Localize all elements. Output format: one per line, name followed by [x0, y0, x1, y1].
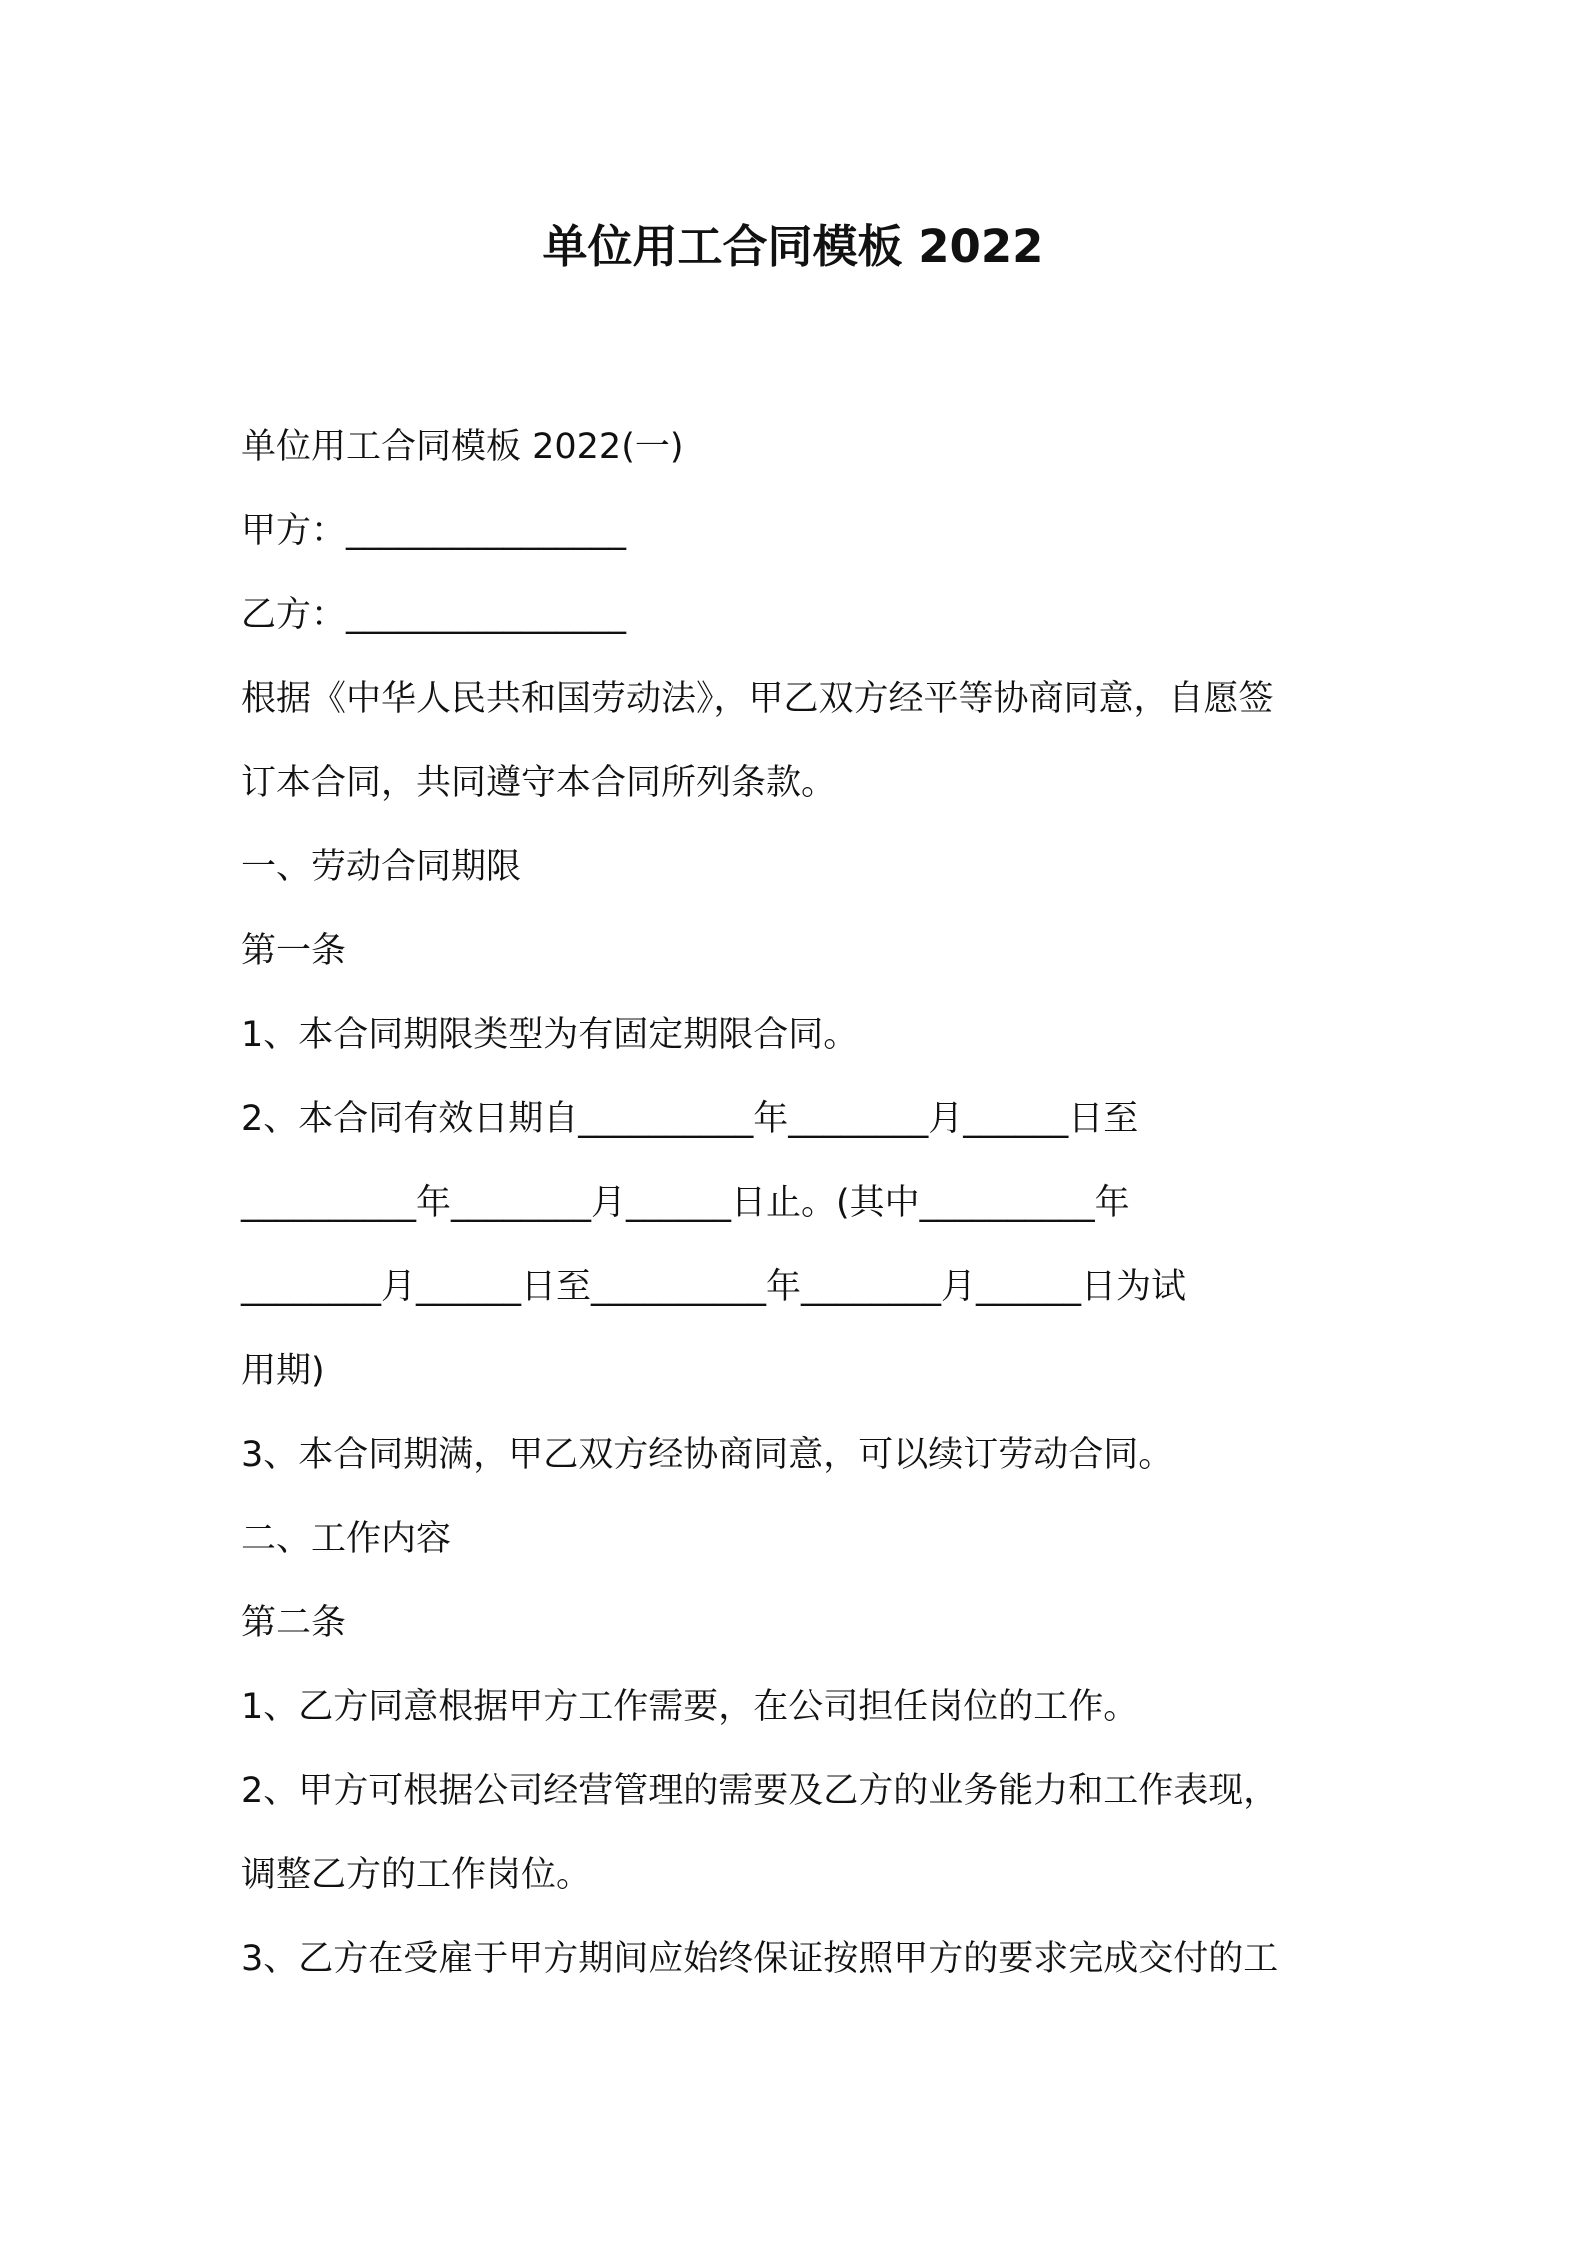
clause-line: 1、本合同期限类型为有固定期限合同。 [241, 1015, 859, 1055]
article-heading: 第一条 [241, 931, 347, 971]
clause-line: __________年________月______日止。(其中__________年 [241, 1183, 1130, 1223]
document-title: 单位用工合同模板 2022 [542, 220, 1044, 273]
clause-line: 3、本合同期满，甲乙双方经协商同意，可以续订劳动合同。 [241, 1435, 1174, 1475]
clause-line: 1、乙方同意根据甲方工作需要，在公司担任岗位的工作。 [241, 1687, 1139, 1727]
preamble-line: 根据《中华人民共和国劳动法》，甲乙双方经平等协商同意，自愿签 [241, 679, 1274, 719]
subtitle-line: 单位用工合同模板 2022(一) [241, 427, 684, 467]
clause-line: 3、乙方在受雇于甲方期间应始终保证按照甲方的要求完成交付的工 [241, 1939, 1279, 1979]
clause-line: 2、甲方可根据公司经营管理的需要及乙方的业务能力和工作表现， [241, 1771, 1279, 1811]
clause-line: 调整乙方的工作岗位。 [241, 1855, 592, 1895]
section-heading: 一、劳动合同期限 [241, 847, 522, 887]
party-b-line: 乙方：________________ [241, 595, 627, 635]
clause-line: ________月______日至__________年________月______日为试 [241, 1267, 1187, 1307]
article-heading: 第二条 [241, 1603, 347, 1643]
section-heading: 二、工作内容 [241, 1519, 452, 1559]
document-body [241, 405, 1361, 2001]
clause-line: 用期) [241, 1351, 325, 1391]
clause-line: 2、本合同有效日期自__________年________月______日至 [241, 1099, 1139, 1139]
party-a-line: 甲方：________________ [241, 511, 627, 551]
preamble-line: 订本合同，共同遵守本合同所列条款。 [241, 763, 837, 803]
